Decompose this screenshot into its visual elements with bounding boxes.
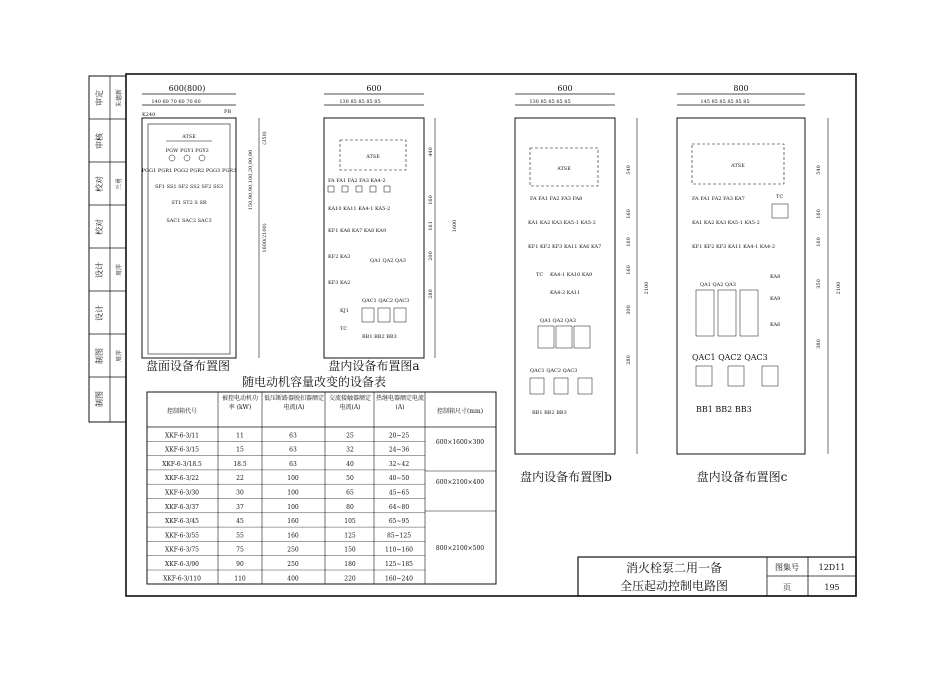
- panel-face-vdim-outer-1: 1600(2100): [262, 223, 268, 253]
- table-cell: 220: [344, 575, 356, 583]
- table-cell: 100: [287, 475, 299, 483]
- table-cell: 45~65: [388, 489, 410, 497]
- panel-face-row3: SF1 SS1 SF2 SS2 SF2 SS3: [154, 184, 224, 190]
- panel-b-vdim-4: 300: [626, 305, 632, 315]
- table-cell: 63: [289, 432, 297, 440]
- panel-c-ka-side-2: KA6: [770, 322, 781, 328]
- panel-b-kf-row: KF1 KF2 KF3 KA11 KA6 KA7: [528, 244, 602, 250]
- sidebar-label-5: 设计: [95, 262, 104, 278]
- panel-face-k-label: K240: [142, 112, 156, 118]
- sidebar-label-8: 制图: [95, 391, 104, 407]
- table-cell: 64~80: [388, 503, 410, 511]
- panel-face-outline: [142, 118, 236, 358]
- table-cell-code: XKF-6-3/90: [165, 561, 199, 568]
- panel-face-subdims: 140 60 70 60 70 60: [151, 99, 201, 105]
- table-cell: 180: [344, 561, 356, 568]
- table-cell: 75: [236, 546, 244, 554]
- panel-face-vdim-outer-0: (350): [262, 131, 268, 145]
- panel-b-fa-row: FA FA1 FA2 FA3 FA8: [530, 196, 583, 202]
- panel-a-vdim-outer: 1600: [452, 219, 458, 233]
- panel-a: [324, 84, 458, 373]
- panel-a-qa-row: QA1 QA2 QA3: [370, 258, 406, 264]
- panel-face-pb-label: PB: [224, 109, 232, 115]
- panel-c-ka-side-1: KA9: [770, 296, 781, 302]
- panel-a-tc: TC: [340, 326, 348, 332]
- panel-b-vdim-5: 280: [626, 355, 632, 365]
- panel-c-qa-row: QA1 QA2 QA3: [700, 282, 736, 288]
- table-header-2: 低压断路器脱扣器额定电流(A): [264, 395, 324, 411]
- panel-b-ka4-row: KA4-1 KA10 KA9: [550, 272, 593, 278]
- table-header-0: 控制箱代号: [166, 408, 198, 415]
- table-cell-code: XKF-6-3/75: [165, 546, 199, 554]
- table-cell: 125~185: [385, 561, 413, 568]
- table-cell: 22: [236, 475, 244, 483]
- panel-a-vdim-3: 200: [428, 251, 434, 261]
- panel-b-ka-row: KA1 KA2 KA3 KA5-1 KA5-2: [528, 220, 596, 226]
- table-cell: 11: [236, 432, 244, 440]
- table-cell: 400: [287, 575, 299, 583]
- title-block: [578, 557, 856, 596]
- table-cell-code: XKF-6-3/15: [165, 446, 199, 454]
- table-cell-code: XKF-6-3/55: [165, 532, 199, 540]
- table-cell-code: XKF-6-3/18.5: [162, 460, 202, 468]
- table-size-1: 600×2100×400: [435, 479, 485, 486]
- panel-b-bb-row: BB1 BB2 BB3: [532, 410, 567, 416]
- table-cell: 45: [236, 518, 244, 526]
- panel-c-ka-row: KA1 KA2 KA3 KA5-1 KA5-2: [692, 220, 760, 226]
- sidebar-label-3: 校对: [95, 176, 104, 192]
- panel-face-row1-1: PGY1: [180, 148, 194, 154]
- panel-a-vdim-0: 440: [428, 147, 434, 157]
- sidebar-label-7: 制图: [95, 348, 104, 364]
- table-cell: 85~125: [386, 532, 412, 540]
- panel-c-atse: ATSE: [731, 163, 745, 169]
- panel-a-qac-row: QAC1 QAC2 QAC3: [362, 298, 410, 304]
- panel-a-kf-row3: KF3 KA2: [328, 280, 351, 286]
- page-label: 页: [783, 583, 791, 592]
- panel-b-ka4b-row: KA4-2 KA11: [550, 290, 581, 296]
- panel-b-vdim-0: 540: [626, 165, 632, 175]
- sidebar-signature-5: 周萍: [116, 263, 123, 277]
- table-cell: 40: [346, 460, 354, 468]
- panel-c-ka-side-0: KA8: [770, 274, 781, 280]
- panel-face-row1-2: PGY2: [195, 148, 209, 154]
- table-cell: 24~36: [388, 446, 410, 454]
- table-cell: 65: [346, 489, 354, 497]
- panel-face-row4: ST1 ST2 S SR: [171, 200, 207, 206]
- panel-a-bb-row: BB1 BB2 BB3: [362, 334, 397, 340]
- panel-c-vdim-0: 540: [816, 165, 822, 175]
- panel-c-width: 800: [733, 84, 749, 93]
- table-cell: 110~160: [385, 546, 413, 554]
- panel-a-ka-row: KA10 KA11 KA4-1 KA5-2: [328, 206, 391, 212]
- panel-face-width: 600(800): [168, 84, 206, 93]
- panel-c-vdim-2: 160: [816, 237, 822, 247]
- table-size-2: 800×2100×500: [435, 545, 485, 552]
- panel-c: [677, 84, 842, 484]
- device-table: [147, 374, 496, 584]
- panel-b-width: 600: [557, 84, 573, 93]
- table-cell: 65~95: [388, 518, 410, 526]
- panel-face-title: 盘面设备布置图: [145, 359, 231, 373]
- table-cell-code: XKF-6-3/45: [165, 518, 199, 526]
- panel-c-bb-row: BB1 BB2 BB3: [696, 405, 752, 414]
- panel-face-row1-0: PGW: [165, 148, 179, 154]
- sidebar-signature-1: 朱德新: [116, 88, 123, 108]
- panel-a-kf-row1: KF1 KA6 KA7 KA8 KA9: [328, 228, 387, 234]
- panel-c-vdim-3: 350: [816, 279, 822, 289]
- panel-c-subdims: 145 85 85 85 85 85: [700, 99, 750, 105]
- panel-face-row5: SAC1 SAC2 SAC3: [166, 218, 212, 224]
- panel-b: [515, 84, 650, 484]
- table-cell: 55: [236, 532, 244, 540]
- panel-b-subdims: 130 85 85 85 85: [529, 99, 571, 105]
- title-line-2: 全压起动控制电路图: [619, 579, 729, 593]
- table-cell: 160: [287, 532, 299, 540]
- table-cell: 50: [346, 475, 354, 483]
- table-cell: 40~50: [388, 475, 410, 483]
- table-cell: 32: [346, 446, 354, 454]
- panel-face-atse: ATSE: [182, 134, 196, 140]
- panel-a-vdim-2: 161: [428, 221, 434, 231]
- sidebar: [89, 76, 126, 422]
- table-cell: 63: [289, 446, 297, 454]
- panel-b-title: 盘内设备布置图b: [520, 470, 612, 484]
- panel-face-row2: PGG1 PGR1 PGG2 PGR2 PGG3 PGR3: [141, 168, 237, 174]
- table-cell: 100: [287, 489, 299, 497]
- panel-c-tc: TC: [776, 194, 784, 200]
- table-cell: 63: [289, 460, 297, 468]
- table-header-3: 交流接触器额定电流(A): [328, 395, 371, 411]
- table-cell: 150: [344, 546, 356, 554]
- panel-c-vdim-outer: 2100: [836, 281, 842, 295]
- table-cell-code: XKF-6-3/37: [165, 503, 199, 511]
- table-cell-code: XKF-6-3/110: [163, 575, 201, 583]
- table-cell: 160: [287, 518, 299, 526]
- panel-face-vdims: 150,90,90,100,20,90,90: [248, 149, 254, 211]
- panel-c-title: 盘内设备布置图c: [696, 470, 788, 484]
- table-cell: 100: [287, 503, 299, 511]
- panel-a-kf-row2: KF2 KA3: [328, 254, 351, 260]
- panel-face: [142, 84, 268, 373]
- table-cell: 90: [236, 561, 244, 568]
- panel-b-vdim-3: 160: [626, 265, 632, 275]
- table-cell: 105: [344, 518, 356, 526]
- table-header-5: 控制箱尺寸(mm): [436, 408, 484, 415]
- table-cell: 250: [287, 546, 299, 554]
- panel-b-tc: TC: [536, 272, 544, 278]
- panel-a-vdim-4: 280: [428, 289, 434, 299]
- table-title: 随电动机容量改变的设备表: [241, 375, 387, 389]
- page-value: 195: [824, 583, 840, 592]
- table-cell: 32~42: [388, 460, 410, 468]
- panel-a-title: 盘内设备布置图a: [328, 359, 420, 373]
- table-cell: 37: [236, 503, 244, 511]
- table-cell: 125: [344, 532, 356, 540]
- table-cell-code: XKF-6-3/22: [165, 475, 199, 483]
- panel-c-qac-row: QAC1 QAC2 QAC3: [692, 353, 768, 362]
- panel-b-vdim-1: 160: [626, 209, 632, 219]
- table-cell-code: XKF-6-3/11: [165, 432, 199, 440]
- panel-c-fa-row: FA FA1 FA2 FA3 KA7: [692, 196, 745, 202]
- panel-c-vdim-4: 380: [816, 339, 822, 349]
- table-size-0: 600×1600×300: [435, 439, 485, 446]
- panel-b-vdim-2: 160: [626, 237, 632, 247]
- panel-b-qa-row: QA1 QA2 QA3: [540, 318, 576, 324]
- table-cell-code: XKF-6-3/30: [165, 489, 199, 497]
- atlas-value: 12D11: [818, 563, 846, 572]
- table-cell: 160~240: [385, 575, 413, 583]
- panel-a-width: 600: [366, 84, 382, 93]
- panel-a-kj1: KJ1: [340, 308, 349, 314]
- atlas-label: 图集号: [775, 563, 799, 572]
- table-header-1: 被控电动机功率 (kW): [221, 395, 258, 411]
- table-cell: 30: [236, 489, 244, 497]
- table-cell: 110: [234, 575, 246, 583]
- panel-a-fa-row: FA FA1 FA2 FA3 KA4-2: [328, 178, 386, 184]
- sidebar-label-4: 校对: [95, 219, 104, 235]
- sidebar-label-6: 设计: [95, 305, 104, 321]
- table-cell: 250: [287, 561, 299, 568]
- panel-a-vdim-1: 160: [428, 195, 434, 205]
- sidebar-signature-3: 兰勇: [116, 177, 123, 191]
- panel-b-vdim-outer: 2100: [644, 281, 650, 295]
- panel-b-qac-row: QAC1 QAC2 QAC3: [530, 368, 578, 374]
- panel-b-atse: ATSE: [557, 166, 571, 172]
- table-cell: 80: [346, 503, 354, 511]
- panel-a-subdims: 130 85 85 85 85: [339, 99, 381, 105]
- panel-c-kf-row: KF1 KF2 KF3 KA11 KA4-1 KA4-2: [692, 244, 776, 250]
- title-line-1: 消火栓泵二用一备: [625, 561, 723, 575]
- table-cell: 20~25: [388, 432, 410, 440]
- table-cell: 25: [346, 432, 354, 440]
- table-cell: 18.5: [233, 460, 247, 468]
- panel-c-vdim-1: 160: [816, 209, 822, 219]
- sidebar-label-1: 审定: [95, 90, 104, 106]
- table-rows: [147, 432, 425, 582]
- table-header-4: 热继电器额定电流(A): [376, 395, 424, 411]
- sidebar-signature-7: 周萍: [116, 349, 123, 363]
- sidebar-label-2: 审核: [95, 133, 104, 149]
- panel-a-atse: ATSE: [366, 154, 380, 160]
- table-cell: 15: [236, 446, 244, 454]
